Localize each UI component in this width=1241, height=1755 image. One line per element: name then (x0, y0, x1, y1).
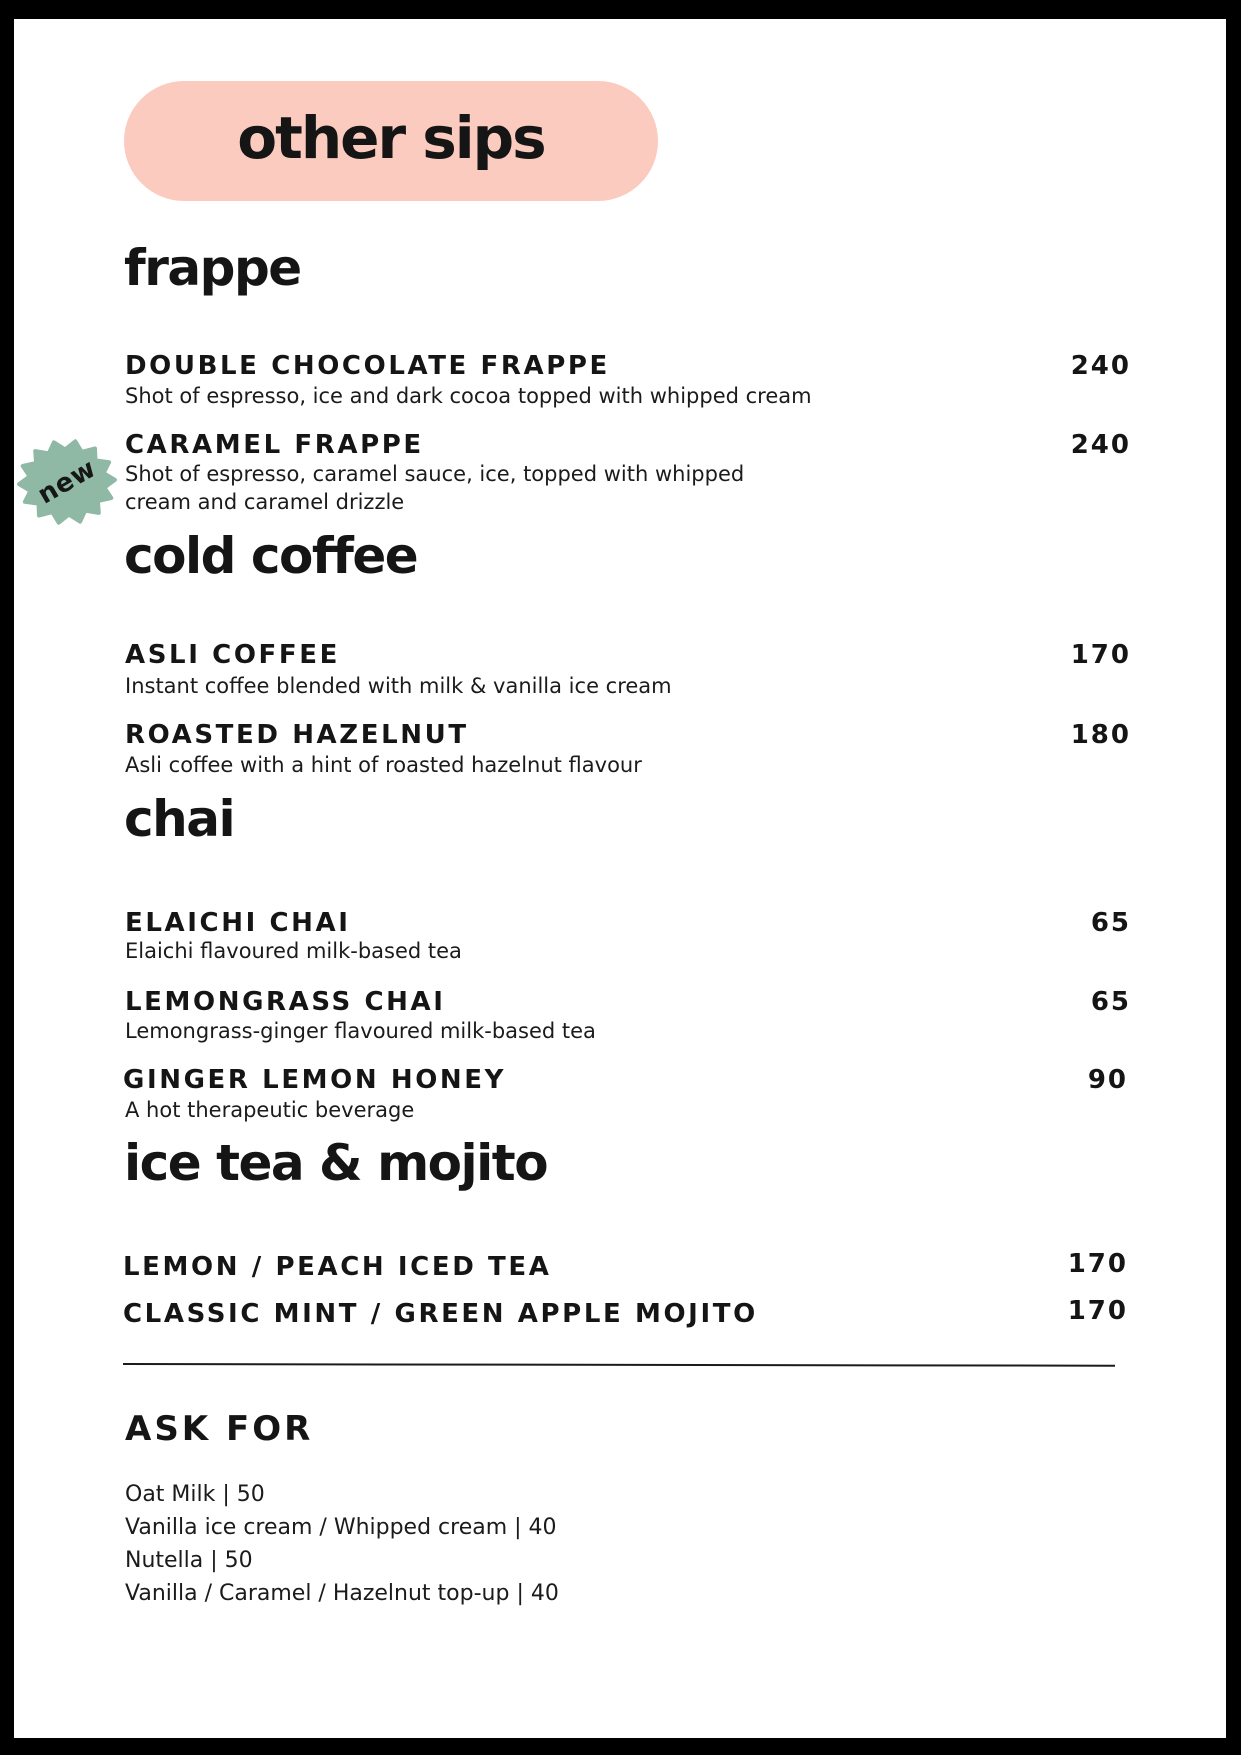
section-heading-ice-tea-mojito: ice tea & mojito (124, 1134, 548, 1192)
new-badge (14, 437, 120, 527)
item-description: Shot of espresso, ice and dark cocoa topped with whipped cream (125, 384, 812, 408)
title-pill (124, 81, 658, 201)
item-price: 65 (1090, 987, 1131, 1017)
section-heading-cold-coffee: cold coffee (124, 527, 418, 585)
item-name: ROASTED HAZELNUT (125, 720, 469, 750)
item-price: 170 (1067, 1296, 1128, 1326)
item-name: LEMONGRASS CHAI (125, 987, 446, 1017)
item-description: Lemongrass-ginger flavoured milk-based tea (125, 1019, 596, 1043)
item-price: 170 (1067, 1249, 1128, 1279)
item-price: 240 (1070, 351, 1131, 381)
item-description: A hot therapeutic beverage (125, 1098, 415, 1122)
item-description: Instant coffee blended with milk & vanilla ice cream (125, 674, 672, 698)
item-name: CARAMEL FRAPPE (125, 430, 424, 460)
item-price: 90 (1087, 1065, 1128, 1095)
item-name: DOUBLE CHOCOLATE FRAPPE (125, 351, 610, 381)
ask-for-item: Oat Milk | 50 (125, 1482, 265, 1507)
item-price: 240 (1070, 430, 1131, 460)
item-name: ASLI COFFEE (125, 640, 340, 670)
page-title: other sips (237, 104, 545, 172)
ask-for-item: Vanilla ice cream / Whipped cream | 40 (125, 1515, 557, 1540)
item-price: 65 (1090, 908, 1131, 938)
item-name: ELAICHI CHAI (125, 908, 351, 938)
divider (123, 1363, 1115, 1367)
item-description: Asli coffee with a hint of roasted hazelnut flavour (125, 753, 642, 777)
ask-for-heading: ASK FOR (125, 1409, 314, 1449)
ask-for-item: Vanilla / Caramel / Hazelnut top-up | 40 (125, 1581, 559, 1606)
item-name: LEMON / PEACH ICED TEA (123, 1252, 552, 1282)
section-heading-frappe: frappe (124, 239, 301, 297)
new-badge-label: new (32, 453, 102, 511)
ask-for-list (125, 1478, 559, 1610)
menu-page (14, 19, 1226, 1738)
item-description: Elaichi flavoured milk-based tea (125, 939, 462, 963)
item-name: CLASSIC MINT / GREEN APPLE MOJITO (123, 1299, 758, 1329)
item-price: 170 (1070, 640, 1131, 670)
item-price: 180 (1070, 720, 1131, 750)
ask-for-item: Nutella | 50 (125, 1548, 253, 1573)
item-description: Shot of espresso, caramel sauce, ice, topped with whipped cream and caramel drizzle (125, 462, 745, 514)
item-name: GINGER LEMON HONEY (123, 1065, 507, 1095)
section-heading-chai: chai (124, 790, 235, 848)
